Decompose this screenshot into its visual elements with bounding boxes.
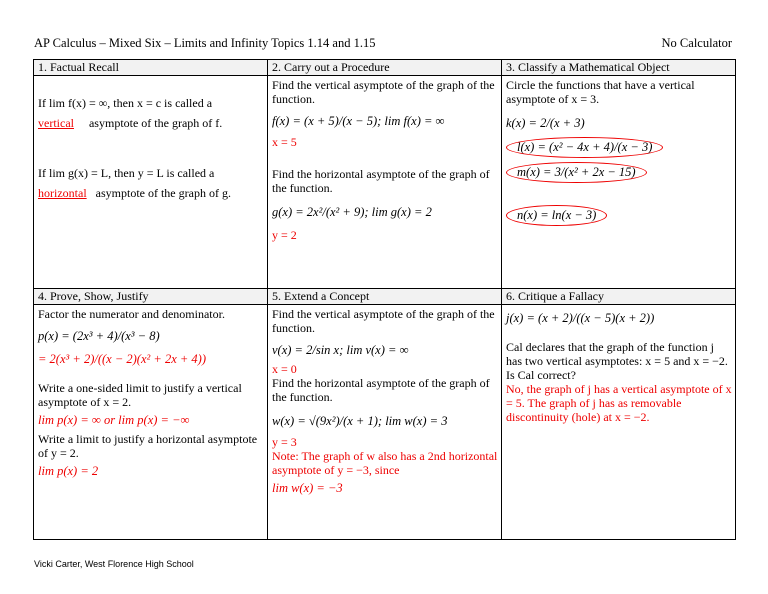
function-k: k(x) = 2/(x + 3) — [506, 116, 585, 130]
answer-x0: x = 0 — [272, 362, 297, 376]
answer-y2: y = 2 — [272, 228, 297, 242]
cell-factual-recall — [34, 60, 268, 289]
one-sided-question: Write a one-sided limit to justify a vertical asymptote of x = 2. — [38, 381, 242, 409]
cell-heading: 2. Carry out a Procedure — [268, 60, 501, 76]
critique-answer: No, the graph of j has a vertical asymptote of x = 5. The graph of j has as removable discontinuity (hole) at x = −2. — [506, 382, 732, 424]
equation-j: j(x) = (x + 2)/((x − 5)(x + 2)) — [506, 311, 655, 325]
cell-critique-fallacy — [502, 289, 736, 540]
question-vertical: Find the vertical asymptote of the graph of the function. — [272, 78, 495, 106]
classify-question: Circle the functions that have a vertical asymptote of x = 3. — [506, 78, 695, 106]
second-asymptote-note: Note: The graph of w also has a 2nd horizontal asymptote of y = −3, since — [272, 449, 498, 477]
answer-vertical: vertical — [38, 116, 74, 130]
equation-v: v(x) = 2/sin x; lim v(x) = ∞ — [272, 343, 409, 357]
function-m-circled: m(x) = 3/(x² + 2x − 15) — [506, 162, 647, 183]
question-horizontal: Find the horizontal asymptote of the graph of the function. — [272, 167, 490, 195]
equation-f: f(x) = (x + 5)/(x − 5); lim f(x) = ∞ — [272, 114, 445, 128]
equation-w: w(x) = √(9x²)/(x + 1); lim w(x) = 3 — [272, 414, 448, 428]
cell-classify — [502, 60, 736, 289]
page-title: AP Calculus – Mixed Six – Limits and Infinity Topics 1.14 and 1.15 — [34, 36, 376, 50]
horizontal-limit-question: Write a limit to justify a horizontal asymptote of y = 2. — [38, 432, 258, 460]
one-sided-answer: lim p(x) = ∞ or lim p(x) = −∞ — [38, 413, 190, 427]
factored-p: = 2(x³ + 2)/((x − 2)(x² + 2x + 4)) — [38, 352, 207, 366]
answer-horizontal: horizontal — [38, 186, 87, 200]
cell-prove-justify — [34, 289, 268, 540]
cell-heading: 3. Classify a Mathematical Object — [502, 60, 735, 76]
cell-heading: 4. Prove, Show, Justify — [34, 289, 267, 305]
recall-statement-2-end: asymptote of the graph of g. — [95, 186, 231, 200]
cal-claim: Cal declares that the graph of the function j has two vertical asymptotes: x = 5 and x = −2. — [506, 340, 728, 368]
cell-heading: 5. Extend a Concept — [268, 289, 501, 305]
equation-g: g(x) = 2x²/(x² + 9); lim g(x) = 2 — [272, 205, 432, 219]
question-horizontal: Find the horizontal asymptote of the graph of the function. — [272, 376, 490, 404]
question-vertical: Find the vertical asymptote of the graph of the function. — [272, 307, 495, 335]
cell-heading: 6. Critique a Fallacy — [502, 289, 735, 305]
answer-y3: y = 3 — [272, 435, 297, 449]
problem-grid — [33, 59, 736, 540]
note-limit: lim w(x) = −3 — [272, 481, 343, 495]
author-footer: Vicki Carter, West Florence High School — [34, 559, 194, 569]
recall-statement-1-end: asymptote of the graph of f. — [88, 116, 223, 130]
recall-statement-2: If lim g(x) = L, then y = L is called a — [38, 166, 215, 180]
cal-question: Is Cal correct? — [506, 368, 576, 382]
cell-heading: 1. Factual Recall — [34, 60, 267, 76]
recall-statement-1: If lim f(x) = ∞, then x = c is called a — [38, 96, 213, 110]
function-n-circled: n(x) = ln(x − 3) — [506, 205, 607, 226]
answer-x5: x = 5 — [272, 135, 297, 149]
cell-carry-out-procedure — [268, 60, 502, 289]
calculator-note: No Calculator — [661, 36, 732, 50]
function-l-circled: l(x) = (x² − 4x + 4)/(x − 3) — [506, 137, 663, 158]
factor-question: Factor the numerator and denominator. — [38, 307, 225, 321]
horizontal-limit-answer: lim p(x) = 2 — [38, 464, 99, 478]
cell-extend-concept — [268, 289, 502, 540]
equation-p: p(x) = (2x³ + 4)/(x³ − 8) — [38, 329, 160, 343]
